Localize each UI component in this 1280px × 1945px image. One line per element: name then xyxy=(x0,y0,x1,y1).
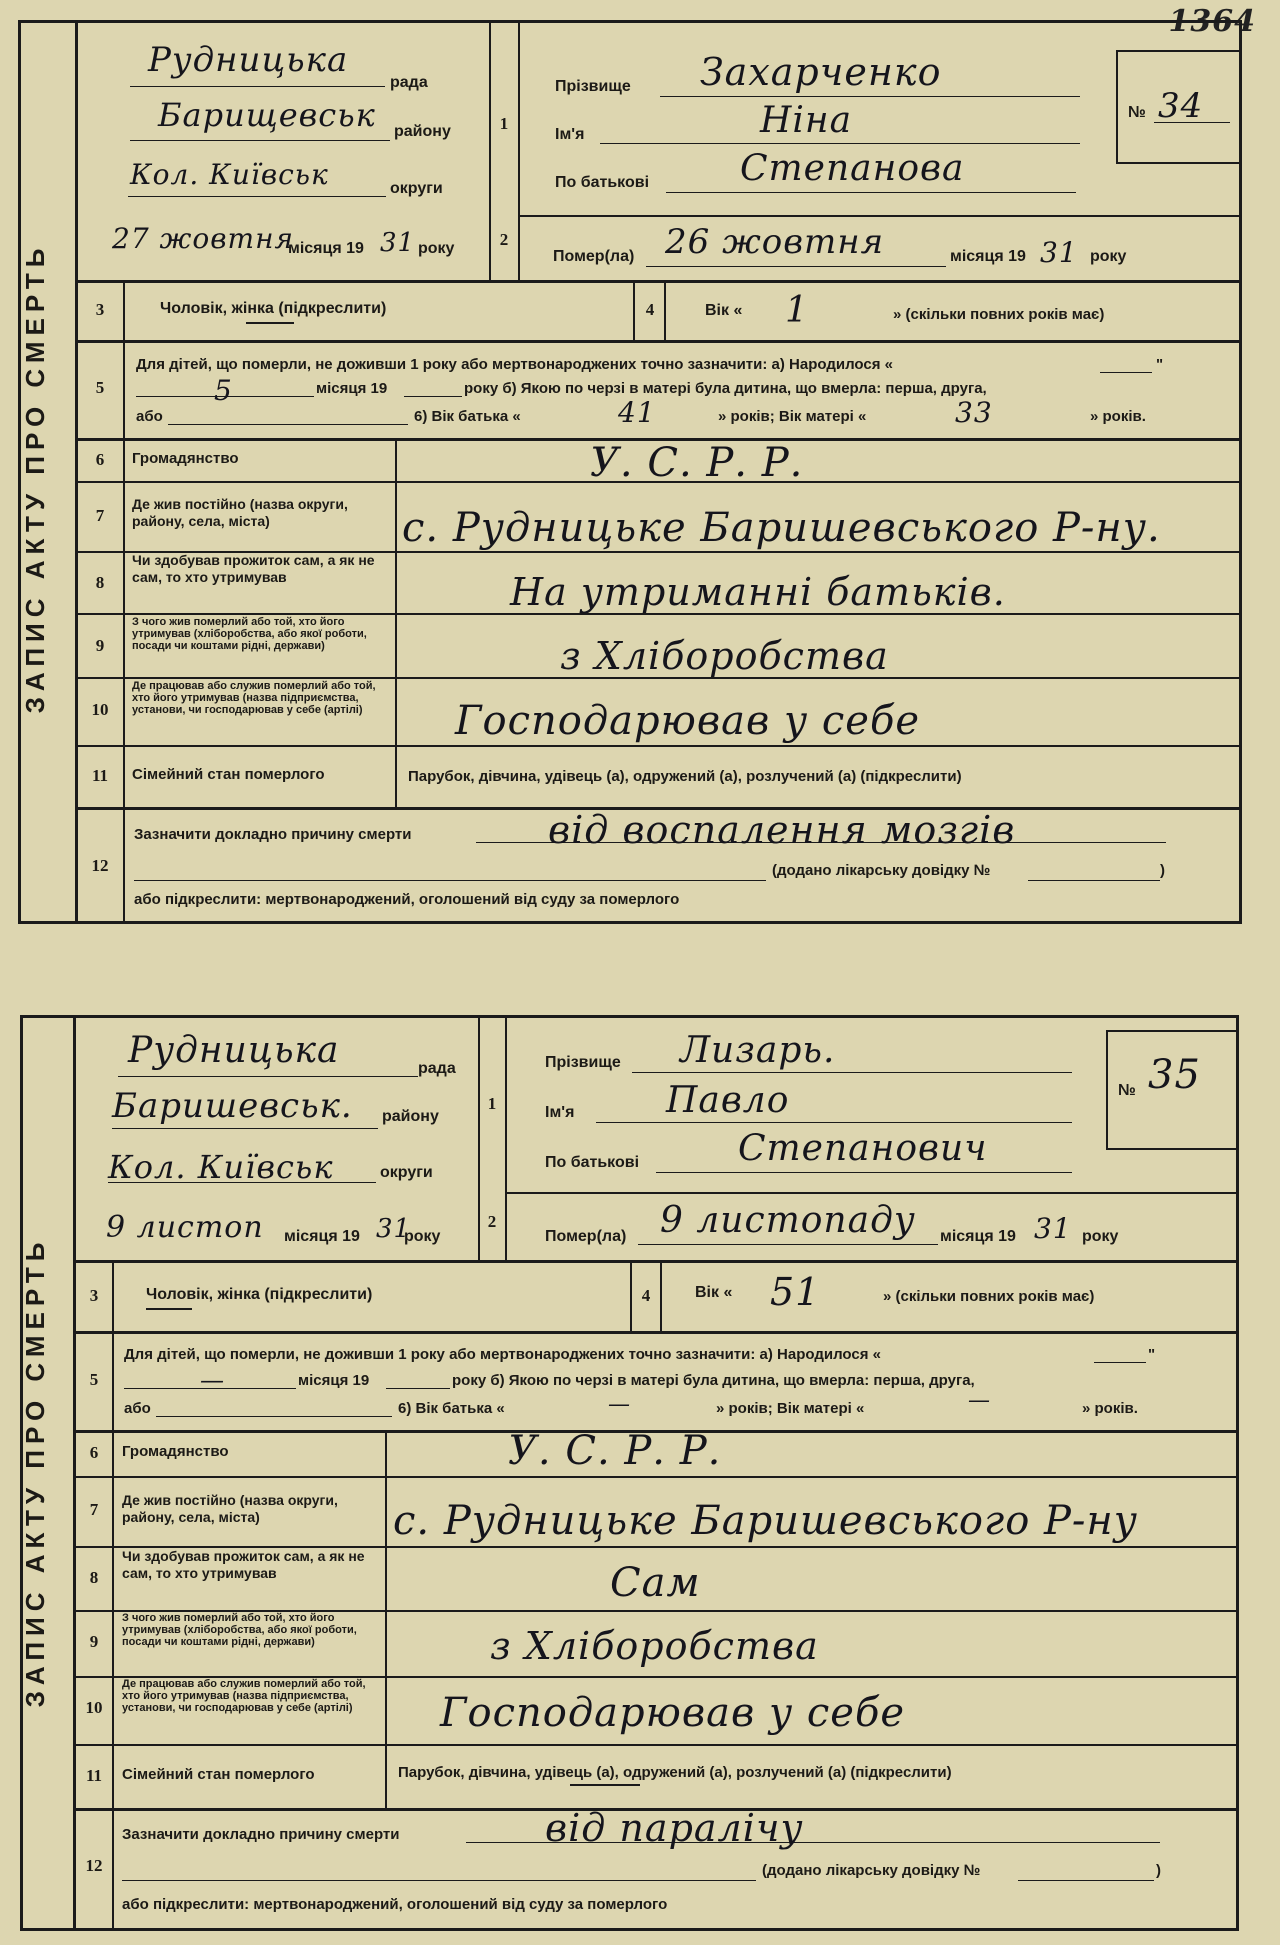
livelihood-value: з Хліборобства xyxy=(490,1624,819,1668)
label-support: Чи здобував прожиток сам, а як не сам, то хто утримував xyxy=(122,1548,365,1581)
sex-label: Чоловік, жінка (підкреслити) xyxy=(160,300,387,317)
okruha-name: Кол. Київськ xyxy=(108,1148,334,1186)
first-name: Ніна xyxy=(760,100,853,141)
label-age-tail: » (скільки повних років має) xyxy=(893,306,1105,323)
archive-corner-number: 1364 xyxy=(1168,4,1256,39)
children-line-2a: місяця 19 xyxy=(316,380,388,397)
record-number: 35 xyxy=(1148,1052,1201,1098)
label-number: № xyxy=(1118,1082,1136,1099)
label-workplace: Де працював або служив померлий або той, хто його утримував (назва підприємства, установи, чи господарював у себе (артілі) xyxy=(122,1678,366,1714)
label-death-roku: року xyxy=(1082,1228,1119,1245)
marital-options: Парубок, дівчина, удівець (а), одружений (а), розлучений (а) (підкреслити) xyxy=(408,768,962,785)
label-death-month: місяця 19 xyxy=(950,248,1026,265)
surname: Захарченко xyxy=(700,50,942,94)
side-title: ЗАПИС АКТУ ПРО СМЕРТЬ xyxy=(20,1236,50,1708)
support-value: Сам xyxy=(610,1560,701,1606)
label-roku: року xyxy=(418,240,455,257)
council-name: Рудницька xyxy=(148,40,349,80)
patronymic: Степанова xyxy=(740,148,965,189)
patronymic: Степанович xyxy=(738,1128,988,1169)
label-or-underline: або підкреслити: мертвонароджений, оголошений від суду за померлого xyxy=(134,891,680,908)
cause-value: від паралічу xyxy=(545,1806,804,1850)
label-support: Чи здобував прожиток сам, а як не сам, то хто утримував xyxy=(132,552,375,585)
sex-label: Чоловік, жінка (підкреслити) xyxy=(146,1286,373,1303)
label-workplace: Де працював або служив померлий або той, хто його утримував (назва підприємства, установи, чи господарював у себе (артілі) xyxy=(132,680,376,716)
district-name: Баришевськ. xyxy=(112,1086,353,1126)
label-patronymic: По батькові xyxy=(555,174,650,191)
citizenship-value: У. С. Р. Р. xyxy=(508,1428,722,1474)
label-misyatsya: місяця 19 xyxy=(284,1228,360,1245)
label-death-month: місяця 19 xyxy=(940,1228,1016,1245)
label-or-underline: або підкреслити: мертвонароджений, оголошений від суду за померлого xyxy=(122,1896,668,1913)
label-livelihood: З чого жив померлий або той, хто його утримував (хліборобства, або якої роботи, посади чи коштами рідні, держави) xyxy=(132,616,367,652)
side-title: ЗАПИС АКТУ ПРО СМЕРТЬ xyxy=(20,242,50,714)
label-death-roku: року xyxy=(1090,248,1127,265)
label-surname: Прізвище xyxy=(555,78,631,95)
label-roku: року xyxy=(404,1228,441,1245)
child-birth-day: 5 xyxy=(214,374,233,407)
label-citizenship: Громадянство xyxy=(122,1443,229,1460)
registration-year: 31 xyxy=(376,1214,412,1244)
marital-options: Парубок, дівчина, удівець (а), одружений (а), розлучений (а) (підкреслити) xyxy=(398,1764,952,1781)
children-line-3a: або xyxy=(136,408,163,425)
children-line-3d: » років. xyxy=(1082,1400,1138,1417)
children-line-2a: місяця 19 xyxy=(298,1372,370,1389)
label-died: Помер(ла) xyxy=(545,1228,627,1245)
registration-date: 27 жовтня xyxy=(112,222,295,255)
label-rayonu: району xyxy=(394,123,451,140)
mother-age: — xyxy=(968,1388,991,1413)
label-age-tail: » (скільки повних років має) xyxy=(883,1288,1095,1305)
label-marital: Сімейний стан померлого xyxy=(122,1766,315,1783)
cause-value: від воспалення мозгів xyxy=(548,808,1016,852)
label-okrugy: округи xyxy=(380,1164,433,1181)
death-year: 31 xyxy=(1040,236,1078,269)
children-line-3c: » років; Вік матері « xyxy=(718,408,867,425)
label-residence: Де жив постійно (назва округи, району, села, міста) xyxy=(122,1492,338,1525)
support-value: На утриманні батьків. xyxy=(510,570,1006,614)
label-citizenship: Громадянство xyxy=(132,450,239,467)
children-line-3b: 6) Вік батька « xyxy=(414,408,521,425)
label-surname: Прізвище xyxy=(545,1054,621,1071)
child-birth-day: — xyxy=(200,1366,225,1394)
label-age: Вік « xyxy=(705,302,743,319)
council-name: Рудницька xyxy=(128,1030,340,1071)
children-line-1: Для дітей, що померли, не доживши 1 року або мертвонароджених точно зазначити: а) Народилося « xyxy=(136,356,893,373)
surname: Лизарь. xyxy=(680,1030,836,1071)
label-certificate: (додано лікарську довідку № xyxy=(762,1862,981,1879)
label-rada: рада xyxy=(390,74,428,91)
label-rada: рада xyxy=(418,1060,456,1077)
label-patronymic: По батькові xyxy=(545,1154,640,1171)
children-line-1: Для дітей, що померли, не доживши 1 року або мертвонароджених точно зазначити: а) Народилося « xyxy=(124,1346,881,1363)
label-livelihood: З чого жив померлий або той, хто його утримував (хліборобства, або якої роботи, посади чи коштами рідні, держави) xyxy=(122,1612,357,1648)
label-misyatsya: місяця 19 xyxy=(288,240,364,257)
mother-age: 33 xyxy=(955,396,993,429)
first-name: Павло xyxy=(666,1080,790,1121)
label-name: Ім'я xyxy=(545,1104,575,1121)
death-date: 26 жовтня xyxy=(665,222,885,262)
label-cause: Зазначити докладно причину смерти xyxy=(122,1826,400,1843)
children-line-3b: 6) Вік батька « xyxy=(398,1400,505,1417)
workplace-value: Господарював у себе xyxy=(455,698,921,744)
children-line-2b: року б) Якою по черзі в матері була дитина, що вмерла: перша, друга, xyxy=(464,380,987,397)
age-value: 51 xyxy=(770,1270,821,1314)
label-rayonu: району xyxy=(382,1108,439,1125)
registration-year: 31 xyxy=(380,228,416,258)
record-number: 34 xyxy=(1158,86,1204,126)
death-year: 31 xyxy=(1034,1212,1072,1245)
label-cause: Зазначити докладно причину смерти xyxy=(134,826,412,843)
father-age: — xyxy=(608,1392,631,1417)
district-name: Барищевськ xyxy=(158,96,376,134)
children-line-3d: » років. xyxy=(1090,408,1146,425)
residence-value: с. Рудницьке Баришевського Р-ну. xyxy=(402,505,1161,551)
death-date: 9 листопаду xyxy=(660,1200,916,1241)
label-died: Помер(ла) xyxy=(553,248,635,265)
workplace-value: Господарював у себе xyxy=(440,1690,906,1736)
residence-value: с. Рудницьке Баришевського Р-ну xyxy=(393,1498,1138,1544)
citizenship-value: У. С. Р. Р. xyxy=(590,440,804,486)
father-age: 41 xyxy=(618,396,656,429)
label-name: Ім'я xyxy=(555,126,585,143)
label-residence: Де жив постійно (назва округи, району, села, міста) xyxy=(132,496,348,529)
label-certificate: (додано лікарську довідку № xyxy=(772,862,991,879)
children-line-3a: або xyxy=(124,1400,151,1417)
children-line-3c: » років; Вік матері « xyxy=(716,1400,865,1417)
label-okrugy: округи xyxy=(390,180,443,197)
label-marital: Сімейний стан померлого xyxy=(132,766,325,783)
okruha-name: Кол. Київськ xyxy=(130,158,329,191)
registration-date: 9 листоп xyxy=(106,1210,264,1245)
livelihood-value: з Хліборобства xyxy=(560,634,889,678)
children-line-2b: року б) Якою по черзі в матері була дитина, що вмерла: перша, друга, xyxy=(452,1372,975,1389)
label-age: Вік « xyxy=(695,1284,733,1301)
label-number: № xyxy=(1128,104,1146,121)
age-value: 1 xyxy=(785,290,809,331)
